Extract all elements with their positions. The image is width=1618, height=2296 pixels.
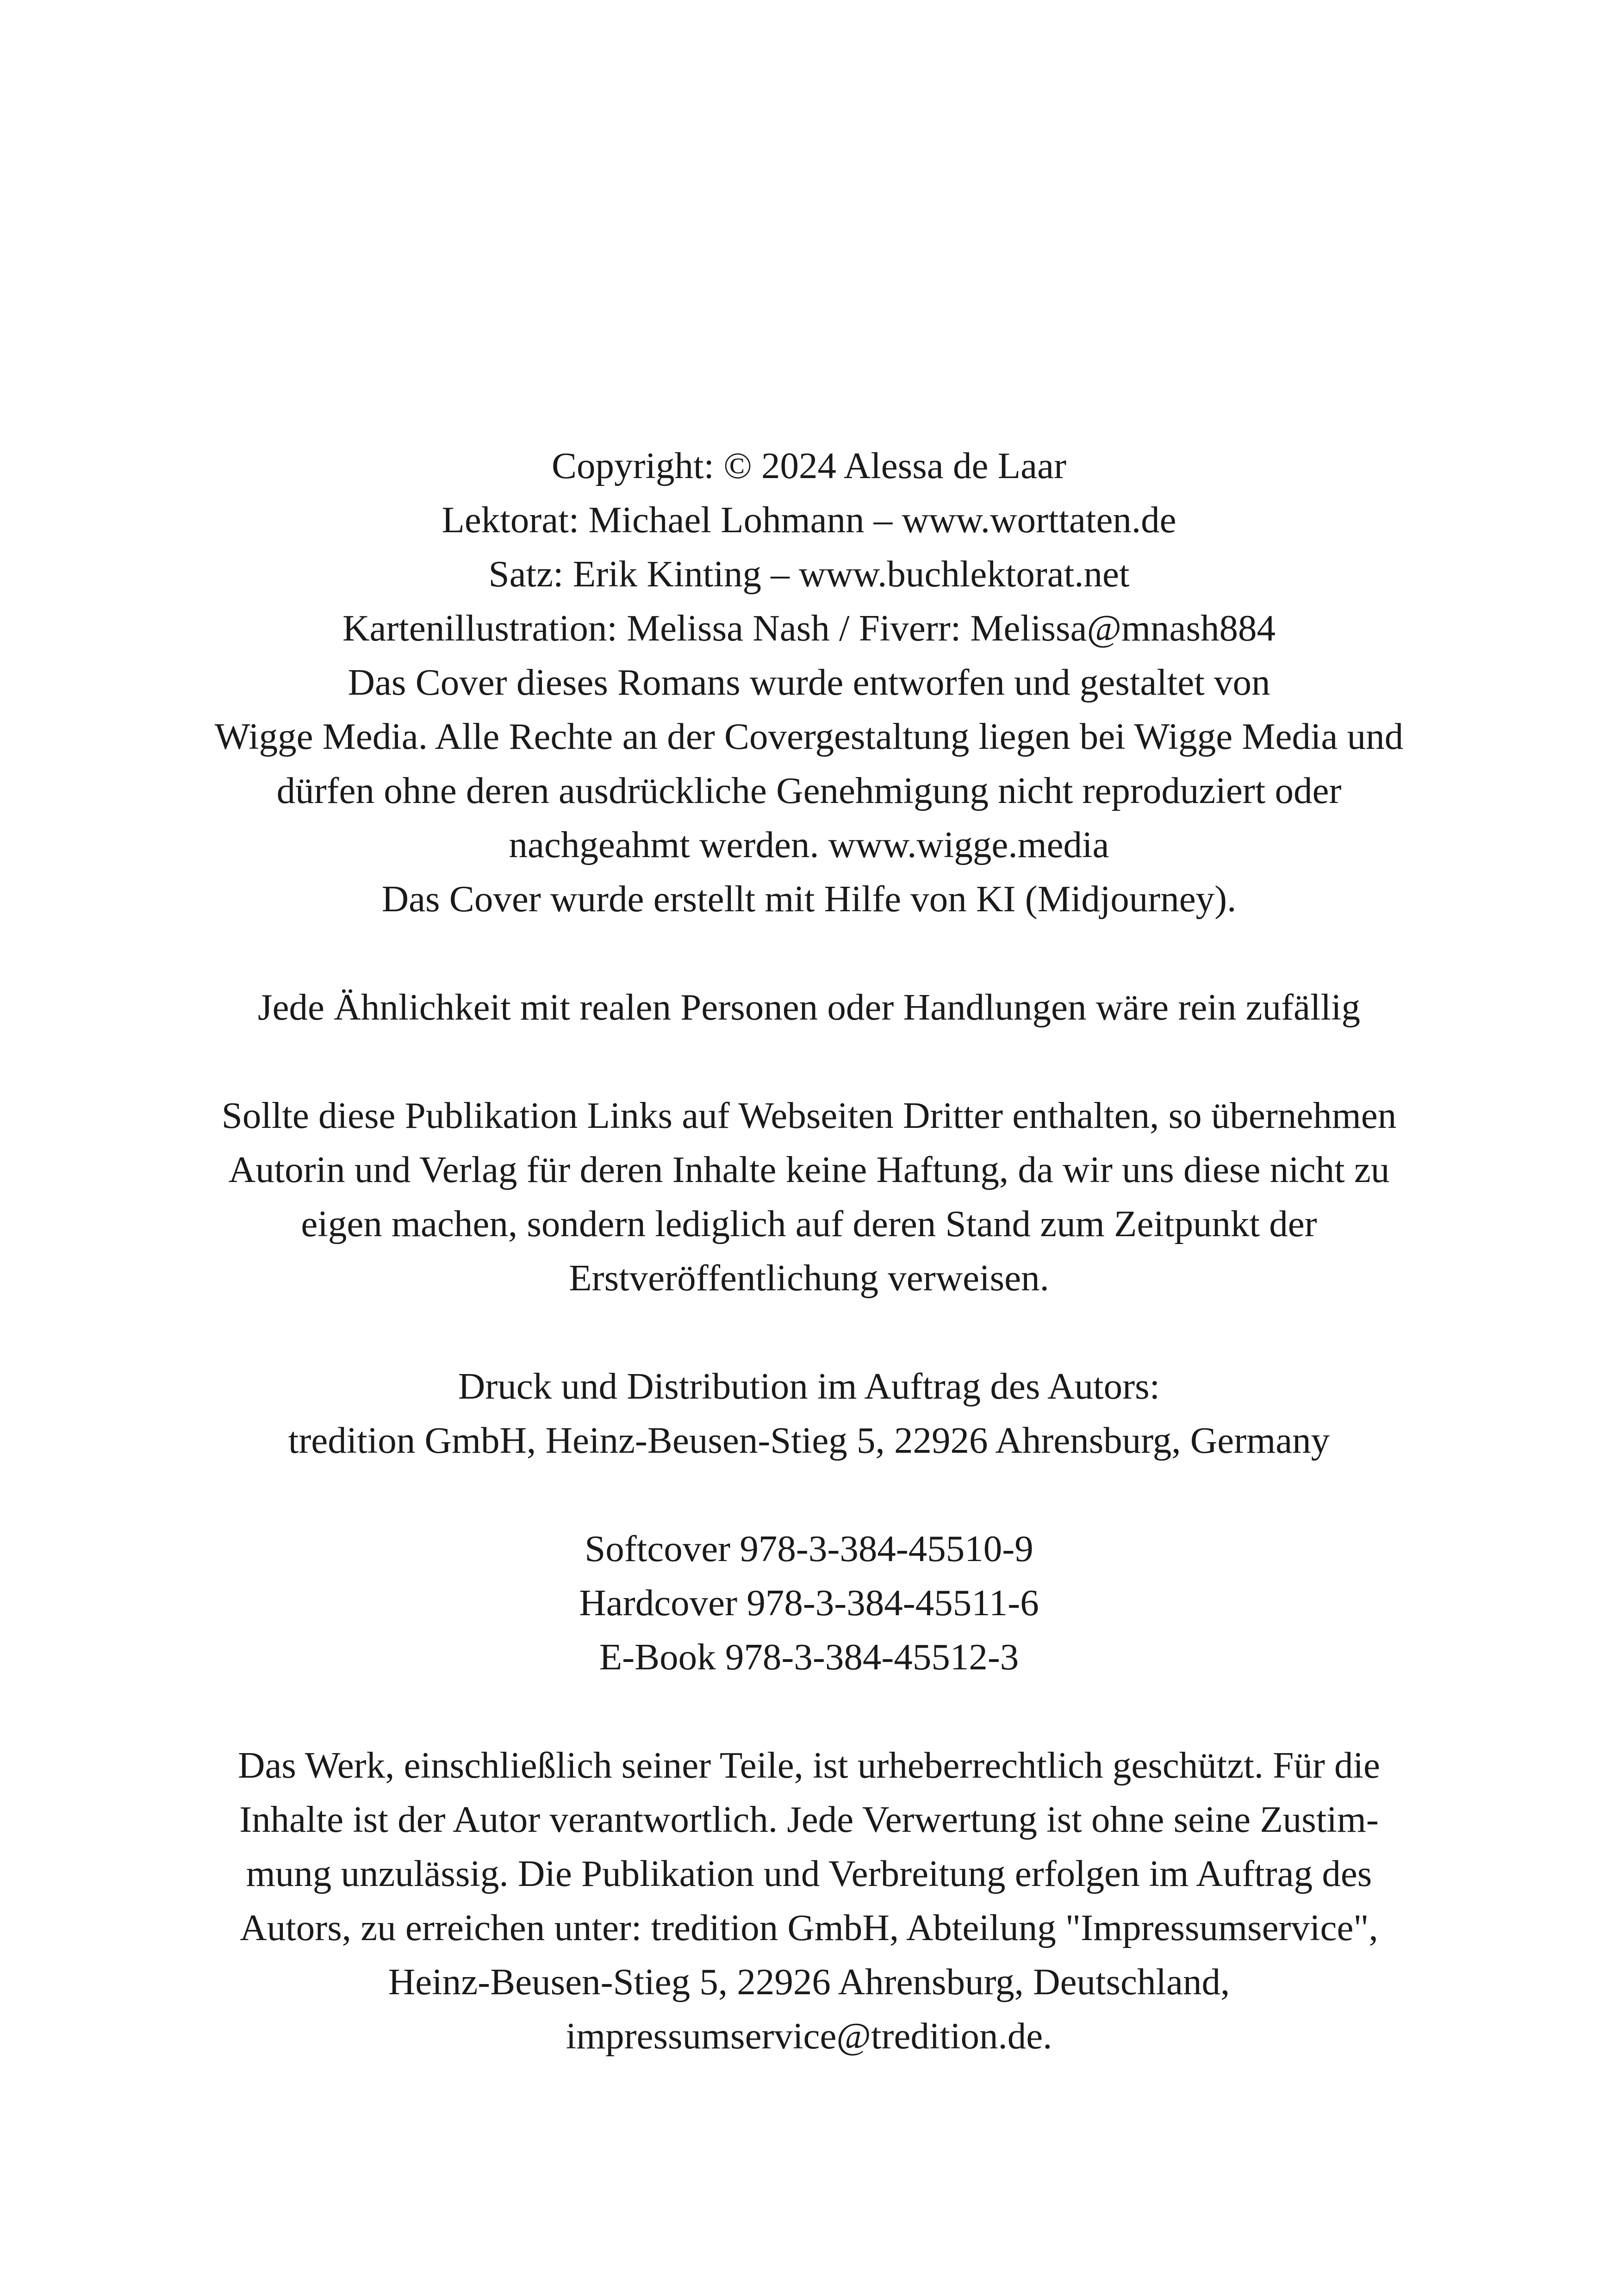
links-notice-line: Autorin und Verlag für deren Inhalte keine Haftung, da wir uns diese nicht zu (228, 1149, 1390, 1190)
paragraph-gap (176, 1034, 1442, 1089)
cover-credit-line: Das Cover dieses Romans wurde entworfen und gestaltet von (348, 661, 1270, 703)
paragraph-gap (176, 1305, 1442, 1359)
paragraph-gap (176, 1684, 1442, 1738)
isbn-softcover: Softcover 978-3-384-45510-9 (585, 1528, 1033, 1569)
paragraph-gap (176, 1468, 1442, 1522)
isbn-ebook: E-Book 978-3-384-45512-3 (599, 1636, 1019, 1678)
cover-ai-line: Das Cover wurde erstellt mit Hilfe von KI (Midjourney). (381, 878, 1237, 920)
links-notice-line: eigen machen, sondern lediglich auf deren Stand zum Zeitpunkt der (301, 1203, 1317, 1244)
legal-line: Heinz-Beusen-Stieg 5, 22926 Ahrensburg, Deutschland, (388, 1961, 1230, 2003)
typesetting-line: Satz: Erik Kinting – www.buchlektorat.net (488, 553, 1130, 595)
credits-block (176, 439, 1442, 926)
copyright-line: Copyright: © 2024 Alessa de Laar (551, 445, 1067, 486)
legal-line: mung unzulässig. Die Publikation und Verbreitung erfolgen im Auftrag des (246, 1853, 1372, 1894)
isbn-hardcover: Hardcover 978-3-384-45511-6 (579, 1582, 1039, 1624)
legal-line: Autors, zu erreichen unter: tredition GmbH, Abteilung "Impressumservice", (240, 1907, 1378, 1948)
disclaimer-line: Jede Ähnlichkeit mit realen Personen oder Handlungen wäre rein zufällig (258, 986, 1360, 1028)
links-notice-line: Erstveröffentlichung verweisen. (569, 1257, 1049, 1299)
legal-line: Das Werk, einschließlich seiner Teile, ist urheberrechtlich geschützt. Für die (237, 1744, 1380, 1786)
legal-line: Inhalte ist der Autor verantwortlich. Jede Verwertung ist ohne seine Zustim- (239, 1798, 1379, 1840)
links-notice-block (176, 1089, 1442, 1305)
legal-email-line: impressumservice@tredition.de. (566, 2015, 1052, 2057)
disclaimer-block (176, 980, 1442, 1034)
editor-line: Lektorat: Michael Lohmann – www.worttaten.de (442, 499, 1176, 541)
links-notice-line: Sollte diese Publikation Links auf Webseiten Dritter enthalten, so übernehmen (221, 1095, 1397, 1136)
map-illustration-line: Kartenillustration: Melissa Nash / Fiverr: Melissa@mnash884 (342, 607, 1276, 649)
distribution-block (176, 1359, 1442, 1468)
distribution-address-line: tredition GmbH, Heinz-Beusen-Stieg 5, 22926 Ahrensburg, Germany (288, 1419, 1330, 1461)
imprint-text (176, 439, 1442, 2063)
isbn-block (176, 1522, 1442, 1684)
cover-credit-line: nachgeahmt werden. www.wigge.media (509, 824, 1109, 865)
distribution-line: Druck und Distribution im Auftrag des Autors: (458, 1365, 1160, 1407)
cover-credit-line: dürfen ohne deren ausdrückliche Genehmigung nicht reproduziert oder (276, 770, 1342, 811)
paragraph-gap (176, 926, 1442, 980)
legal-block (176, 1738, 1442, 2063)
cover-credit-line: Wigge Media. Alle Rechte an der Covergestaltung liegen bei Wigge Media und (214, 716, 1404, 757)
